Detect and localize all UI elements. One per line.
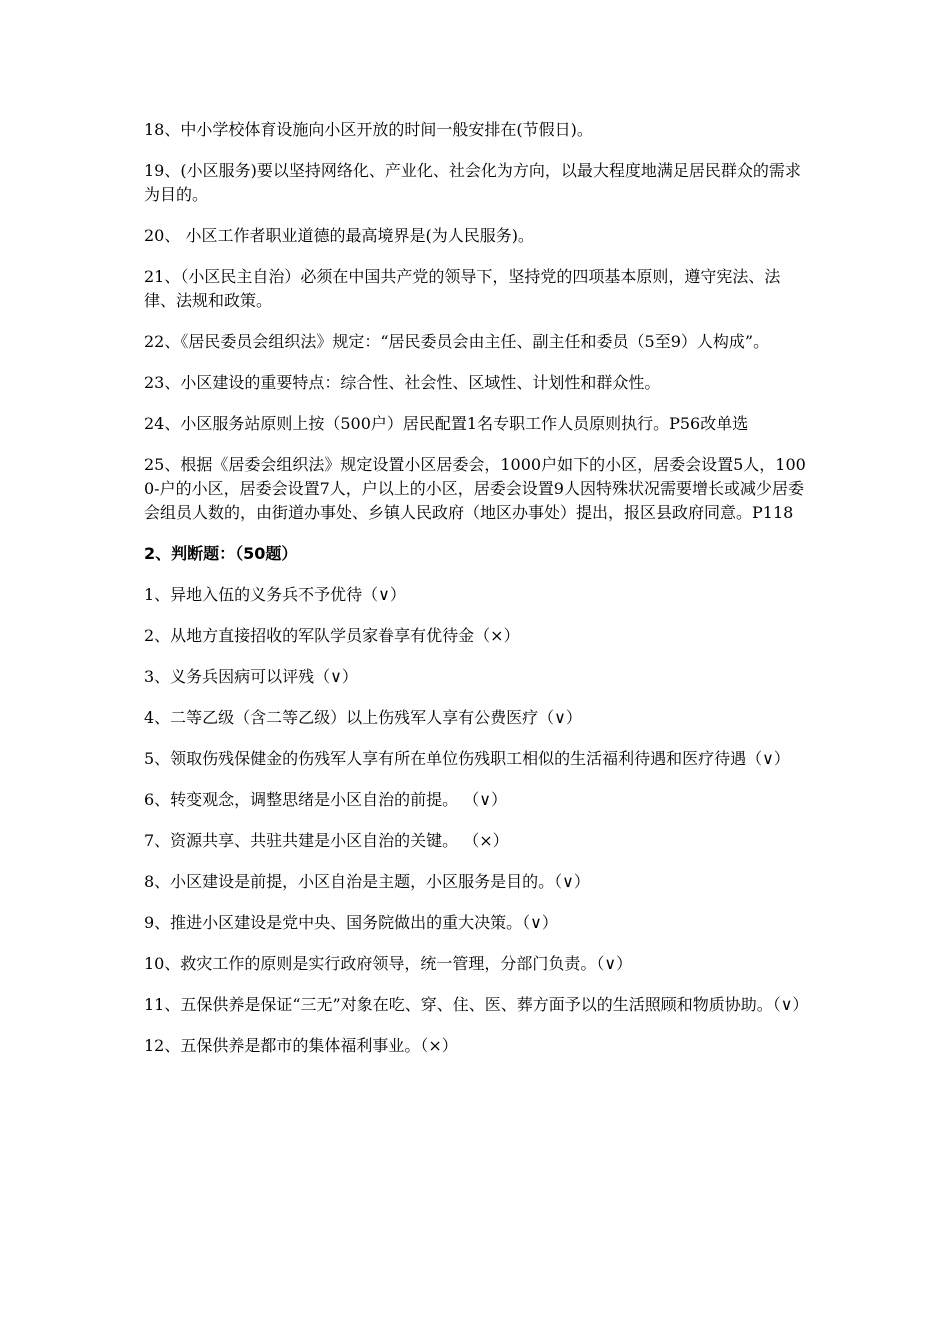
fill-item-23: 23、小区建设的重要特点：综合性、社会性、区域性、计划性和群众性。: [144, 373, 661, 392]
judge-item-3: 3、义务兵因病可以评残（∨）: [144, 667, 358, 686]
section-heading: 2、判断题：（50题）: [144, 544, 298, 563]
fill-item-25: 25、根据《居委会组织法》规定设置小区居委会，1000户如下的小区，居委会设置5人，1000-户的小区，居委会设置7人，户以上的小区，居委会设置9人因特殊状况需要增长或减少居委会组员人数的，由街道办事处、乡镇人民政府（地区办事处）提出，报区县政府同意。P118: [144, 455, 806, 522]
judge-item-12: 12、五保供养是都市的集体福利事业。（×）: [144, 1036, 458, 1055]
fill-item-19: 19、(小区服务)要以坚持网络化、产业化、社会化为方向，以最大程度地满足居民群众的需求为目的。: [144, 161, 801, 204]
judge-item-6: 6、转变观念，调整思绪是小区自治的前提。 （∨）: [144, 790, 507, 809]
fill-item-18: 18、中小学校体育设施向小区开放的时间一般安排在(节假日)。: [144, 120, 593, 139]
judge-item-5: 5、领取伤残保健金的伤残军人享有所在单位伤残职工相似的生活福利待遇和医疗待遇（∨）: [144, 749, 790, 768]
judge-item-8: 8、小区建设是前提，小区自治是主题，小区服务是目的。（∨）: [144, 872, 590, 891]
judge-item-2: 2、从地方直接招收的军队学员家眷享有优待金（×）: [144, 626, 520, 645]
judge-item-7: 7、资源共享、共驻共建是小区自治的关键。 （×）: [144, 831, 509, 850]
judge-item-1: 1、异地入伍的义务兵不予优待（∨）: [144, 585, 406, 604]
judge-item-9: 9、推进小区建设是党中央、国务院做出的重大决策。（∨）: [144, 913, 558, 932]
fill-item-22: 22、《居民委员会组织法》规定：“居民委员会由主任、副主任和委员（5至9）人构成”。: [144, 332, 770, 351]
judge-item-10: 10、救灾工作的原则是实行政府领导，统一管理，分部门负责。（∨）: [144, 954, 633, 973]
fill-item-24: 24、小区服务站原则上按（500户）居民配置1名专职工作人员原则执行。P56改单选: [144, 414, 749, 433]
document-page: [144, 118, 808, 1075]
judge-item-11: 11、五保供养是保证“三无”对象在吃、穿、住、医、葬方面予以的生活照顾和物质协助。（∨）: [144, 995, 809, 1014]
fill-item-21: 21、（小区民主自治）必须在中国共产党的领导下，坚持党的四项基本原则，遵守宪法、法律、法规和政策。: [144, 267, 781, 310]
judge-item-4: 4、二等乙级（含二等乙级）以上伤残军人享有公费医疗（∨）: [144, 708, 582, 727]
fill-item-20: 20、 小区工作者职业道德的最高境界是(为人民服务)。: [144, 226, 534, 245]
